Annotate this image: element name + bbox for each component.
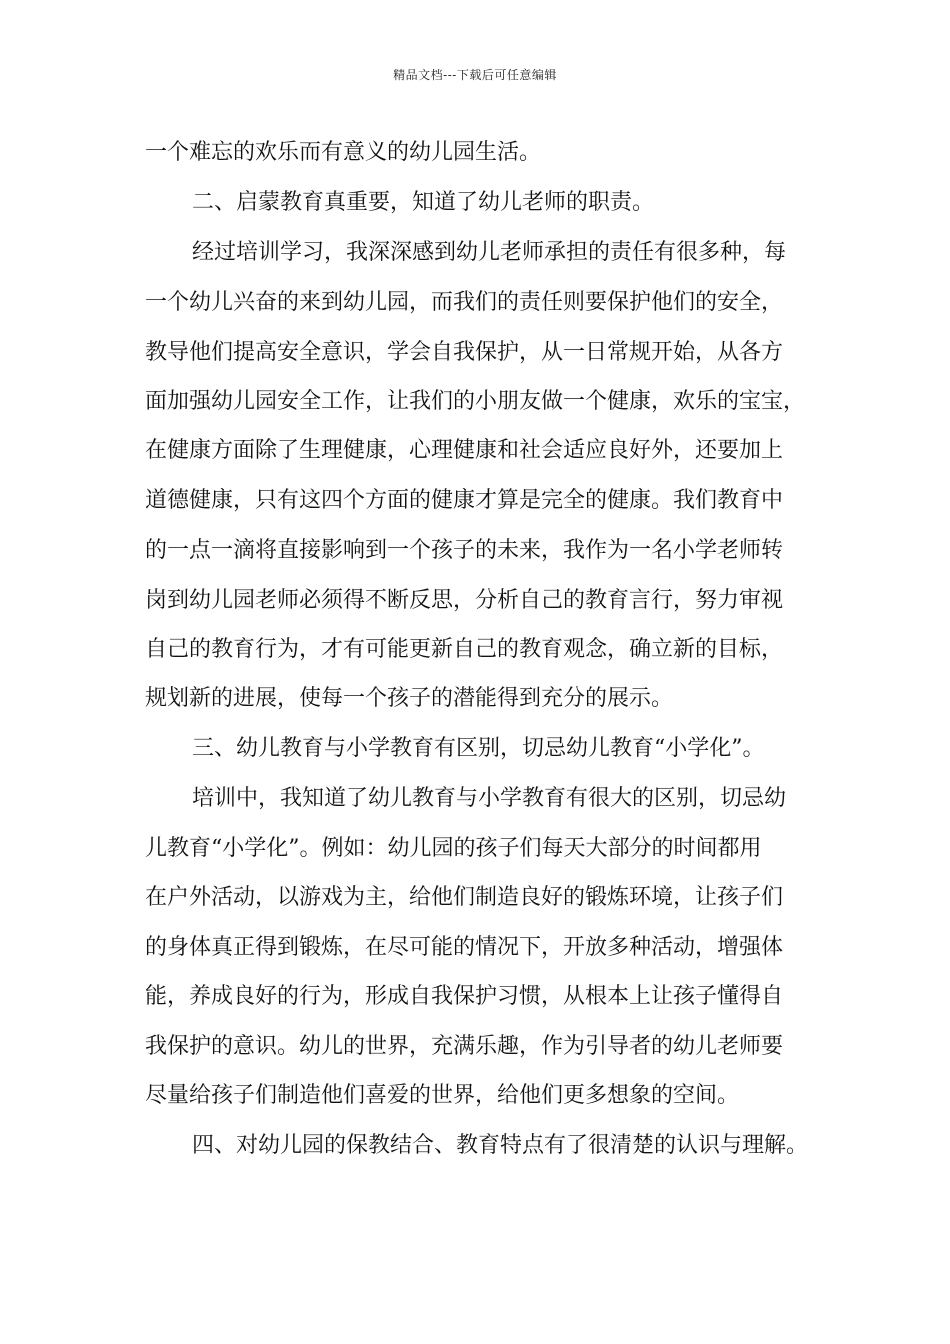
section-heading: 三、幼儿教育与小学教育有区别，切忌幼儿教育“小学化”。: [192, 736, 765, 761]
paragraph-line: 一个幼儿兴奋的来到幼儿园，而我们的责任则要保护他们的安全，: [145, 290, 784, 315]
paragraph-line: 在户外活动，以游戏为主，给他们制造良好的锻炼环境，让孩子们: [145, 885, 784, 910]
paragraph-line: 尽量给孩子们制造他们喜爱的世界，给他们更多想象的空间。: [145, 1083, 740, 1108]
paragraph-line: 我保护的意识。幼儿的世界，充满乐趣，作为引导者的幼儿老师要: [145, 1034, 784, 1059]
paragraph-line: 规划新的进展，使每一个孩子的潜能得到充分的展示。: [145, 686, 674, 711]
paragraph-line: 能，养成良好的行为，形成自我保护习惯，从根本上让孩子懂得自: [145, 984, 784, 1009]
paragraph-line: 培训中，我知道了幼儿教育与小学教育有很大的区别，切忌幼: [192, 786, 787, 811]
paragraph-line: 一个难忘的欢乐而有意义的幼儿园生活。: [145, 140, 542, 165]
paragraph-line: 的一点一滴将直接影响到一个孩子的未来，我作为一名小学老师转: [145, 538, 784, 563]
paragraph-line: 儿教育“小学化”。例如：幼儿园的孩子们每天大部分的时间都用: [145, 836, 762, 861]
section-heading: 二、启蒙教育真重要，知道了幼儿老师的职责。: [192, 190, 655, 215]
paragraph-line: 教导他们提高安全意识，学会自我保护，从一日常规开始，从各方: [145, 340, 784, 365]
section-heading: 四、对幼儿园的保教结合、教育特点有了很清楚的认识与理解。: [192, 1133, 809, 1158]
paragraph-line: 道德健康，只有这四个方面的健康才算是完全的健康。我们教育中: [145, 488, 784, 513]
page-header: 精品文档---下载后可任意编辑: [393, 68, 557, 82]
paragraph-line: 的身体真正得到锻炼，在尽可能的情况下，开放多种活动，增强体: [145, 935, 784, 960]
paragraph-line: 经过培训学习，我深深感到幼儿老师承担的责任有很多种，每: [192, 240, 787, 265]
paragraph-line: 在健康方面除了生理健康，心理健康和社会适应良好外，还要加上: [145, 438, 784, 463]
paragraph-line: 面加强幼儿园安全工作，让我们的小朋友做一个健康，欢乐的宝宝，: [145, 389, 806, 414]
paragraph-line: 岗到幼儿园老师必须得不断反思，分析自己的教育言行，努力审视: [145, 588, 784, 613]
paragraph-line: 自己的教育行为，才有可能更新自己的教育观念，确立新的目标，: [145, 637, 784, 662]
